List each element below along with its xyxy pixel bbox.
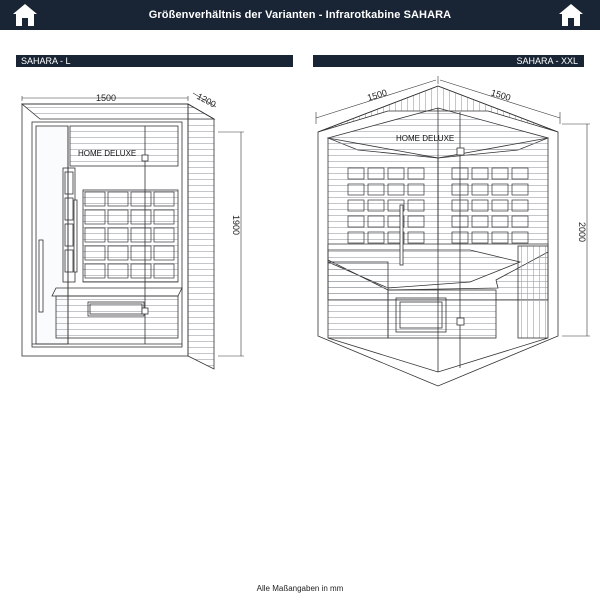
variant-label-l: SAHARA - L [16,55,293,67]
dimension-width-left-xxl: 1500 [366,87,389,103]
footer-note: Alle Maßangaben in mm [256,584,344,593]
page-title: Größenverhältnis der Varianten - Infrarotkabine SAHARA [148,9,452,21]
dimension-depth-l: 1200 [195,91,218,110]
dimension-height-xxl: 2000 [577,221,587,243]
variant-label-xxl: SAHARA - XXL [313,55,584,67]
brand-logo: HOME DELUXE [396,134,455,143]
dimension-height-l: 1900 [231,214,241,236]
sauna-l-drawing [22,104,214,369]
dimension-width-right-xxl: 1500 [489,87,512,103]
sauna-xxl-drawing [318,86,558,386]
dimension-width-l: 1500 [95,93,117,103]
brand-logo: HOME DELUXE [78,149,137,158]
